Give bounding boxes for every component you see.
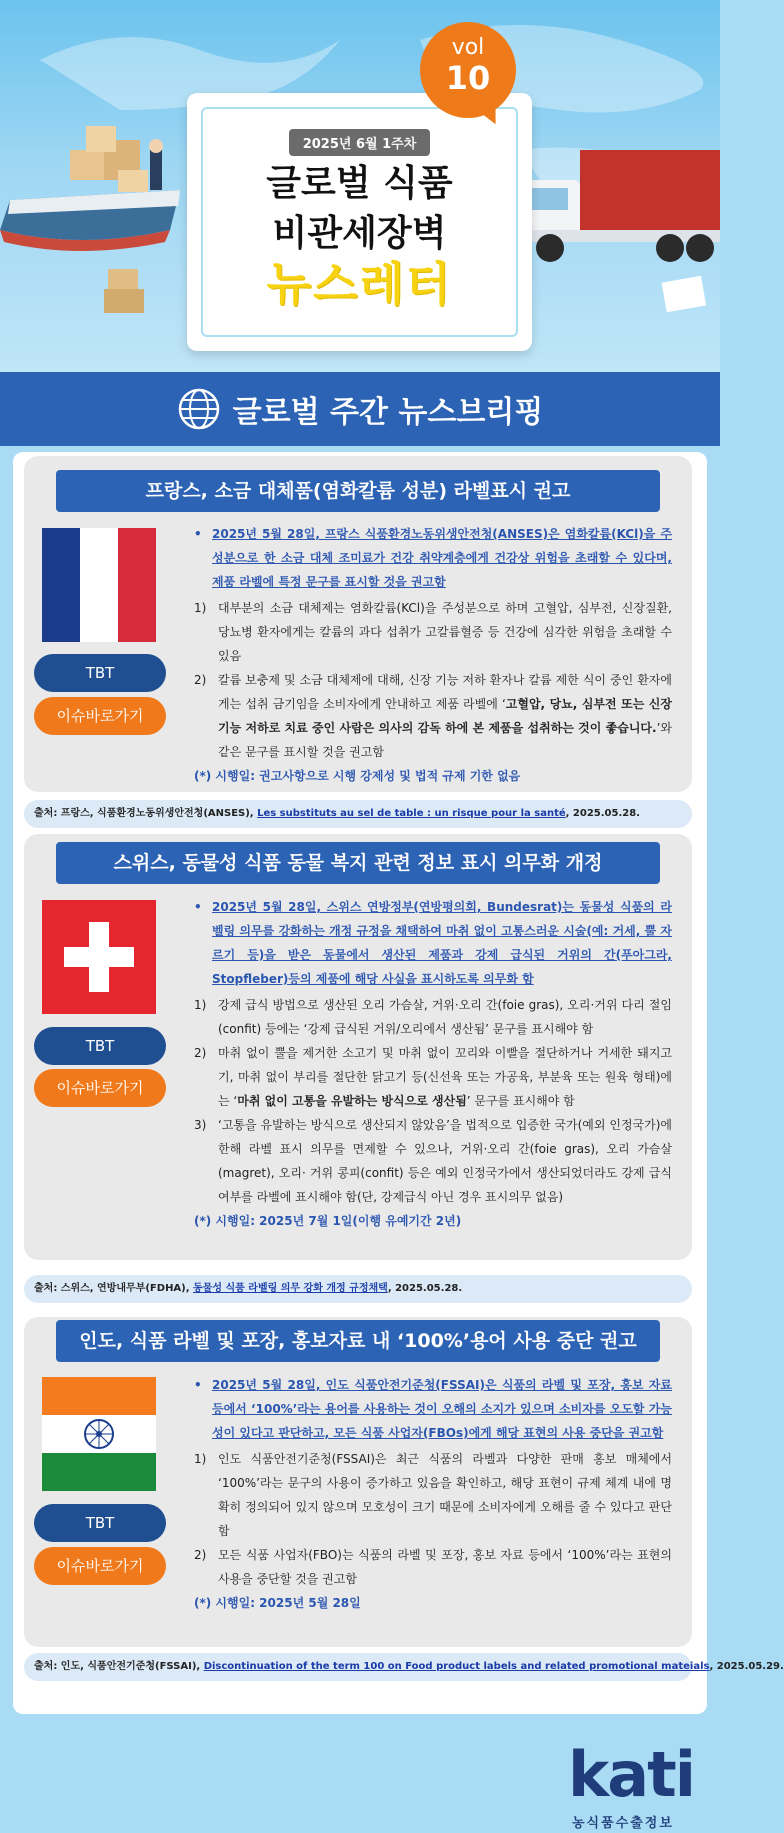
hero-banner <box>0 0 720 372</box>
title-line-2: 비관세장벽 <box>272 213 447 254</box>
list-item: 2) 마취 없이 뿔을 제거한 소고기 및 마취 없이 꼬리와 이빨을 절단하거나 거세한 돼지고기, 마취 없이 부리를 절단한 닭고기 등(신선육 또는 가공육, 부분육 또는 원육 형태)에는 ‘마취 없이 고통을 유발하는 방식으로 생산됨’ 문구를 표시해야 함 <box>194 1046 672 1108</box>
logo-subtitle: 농식품수출정보 <box>572 1816 674 1831</box>
delivery-truck-illustration <box>520 140 720 280</box>
volume-number: 10 <box>445 59 491 97</box>
article-lead[interactable]: • 2025년 5월 28일, 인도 식품안전기준청(FSSAI)은 식품의 라벨 및 포장, 홍보 자료 등에서 ‘100%’라는 용어를 사용하는 것이 오해의 소지가 있으며 소비자를 오도할 가능성이 있다고 판단하고, 모든 식품 사업자(FBOs)에게 해당 표현의 사용 중단을 권고함 <box>194 1373 672 1445</box>
article-body-france <box>194 522 672 788</box>
list-item: 1) 인도 식품안전기준청(FSSAI)은 최근 식품의 라벨과 다양한 판매 홍보 매체에서 ‘100%’라는 문구의 사용이 증가하고 있음을 확인하고, 해당 표현이 규제 체계 내에 명확히 정의되어 있지 않으며 모호성이 크기 때문에 소비자에게 오해를 줄 수 있다고 판단함 <box>194 1452 672 1538</box>
weekly-briefing-header <box>0 372 720 446</box>
go-to-issue-button[interactable]: 이슈바로가기 <box>34 1069 166 1107</box>
issue-date-badge: 2025년 6월 1주차 <box>289 129 431 156</box>
article-body-switzerland <box>194 895 672 1233</box>
article-title-france: 프랑스, 소금 대체품(염화칼륨 성분) 라벨표시 권고 <box>56 470 660 512</box>
source-link[interactable]: Les substituts au sel de table : un risque pour la santé <box>257 808 566 819</box>
globe-icon <box>177 387 221 431</box>
switzerland-flag-icon <box>42 900 156 1014</box>
article-lead[interactable]: • 2025년 5월 28일, 스위스 연방정부(연방평의회, Bundesrat)는 동물성 식품의 라벨링 의무를 강화하는 개정 규정을 채택하여 마취 없이 고통스러운 시술(예: 거세, 뿔 자르기 등)을 받은 동물에서 생산된 제품과 강제 급식된 거위의 간(푸아그라, Stopfleber)등의 제품에 해당 사실을 표시하도록 의무화 함 <box>194 895 672 991</box>
volume-label: vol <box>451 35 485 60</box>
title-line-1: 글로벌 식품 <box>266 163 453 204</box>
document-icon <box>660 275 710 315</box>
article-body-india <box>194 1373 672 1615</box>
list-item: 2) 모든 식품 사업자(FBO)는 식품의 라벨 및 포장, 홍보 자료 등에서 ‘100%’라는 표현의 사용을 중단할 것을 권고함 <box>194 1548 672 1586</box>
go-to-issue-button[interactable]: 이슈바로가기 <box>34 1547 166 1585</box>
effective-date: (*) 시행일: 2025년 5월 28일 <box>194 1596 361 1610</box>
article-title-india: 인도, 식품 라벨 및 포장, 홍보자료 내 ‘100%’용어 사용 중단 권고 <box>56 1320 660 1362</box>
cargo-ship-illustration <box>0 110 200 280</box>
source-line-france: 출처: 프랑스, 식품환경노동위생안전청(ANSES), Les substituts au sel de table : un risque pour la santé, 2025.05.28. <box>24 800 692 828</box>
france-flag-icon <box>42 528 156 642</box>
india-flag-icon <box>42 1377 156 1491</box>
volume-badge <box>420 22 516 118</box>
list-item: 1) 대부분의 소금 대체제는 염화칼륨(KCl)을 주성분으로 하며 고혈압, 심부전, 신장질환, 당뇨병 환자에게는 칼륨의 과다 섭취가 고칼륨혈증 등 건강에 심각한 위험을 초래할 수 있음 <box>194 601 672 663</box>
source-line-india: 출처: 인도, 식품안전기준청(FSSAI), Discontinuation of the term 100 on Food product labels and related promotional mateials, 2025.05.29. <box>24 1653 692 1681</box>
box-stack-icon <box>104 265 146 315</box>
tbt-tag-button[interactable]: TBT <box>34 1027 166 1065</box>
briefing-title: 글로벌 주간 뉴스브리핑 <box>232 395 544 430</box>
effective-date: (*) 시행일: 권고사항으로 시행 강제성 및 법적 규제 기한 없음 <box>194 769 521 783</box>
go-to-issue-button[interactable]: 이슈바로가기 <box>34 697 166 735</box>
source-link[interactable]: Discontinuation of the term 100 on Food product labels and related promotional mateials <box>203 1661 710 1672</box>
list-item: 2) 칼륨 보충제 및 소금 대체제에 대해, 신장 기능 저하 환자나 칼륨 제한 식이 중인 환자에게는 섭취 금기임을 소비자에게 안내하고 제품 라벨에 ‘고혈압, 당뇨, 심부전 또는 신장 기능 저하로 치료 중인 사람은 의사의 감독 하에 본 제품을 섭취하는 것이 좋습니다.’와 같은 문구를 표시할 것을 권고함 <box>194 673 672 759</box>
logo-wordmark: kati <box>568 1738 694 1811</box>
source-line-switzerland: 출처: 스위스, 연방내무부(FDHA), 동물성 식품 라벨링 의무 강화 개정 규정채택, 2025.05.28. <box>24 1275 692 1303</box>
effective-date: (*) 시행일: 2025년 7월 1일(이행 유예기간 2년) <box>194 1214 462 1228</box>
kati-logo <box>568 1738 708 1831</box>
article-title-switzerland: 스위스, 동물성 식품 동물 복지 관련 정보 표시 의무화 개정 <box>56 842 660 884</box>
tbt-tag-button[interactable]: TBT <box>34 1504 166 1542</box>
list-item: 1) 강제 급식 방법으로 생산된 오리 가슴살, 거위·오리 간(foie gras), 오리·거위 다리 절임(confit) 등에는 ‘강제 급식된 거위/오리에서 생산됨’ 문구를 표시해야 함 <box>194 998 672 1036</box>
source-link[interactable]: 동물성 식품 라벨링 의무 강화 개정 규정채택 <box>193 1283 388 1294</box>
newsletter-title-card <box>187 93 532 351</box>
article-lead[interactable]: • 2025년 5월 28일, 프랑스 식품환경노동위생안전청(ANSES)은 염화칼륨(KCl)을 주성분으로 한 소금 대체 조미료가 건강 취약계층에게 건강상 위험을 초래할 수 있다며, 제품 라벨에 특정 문구를 표시할 것을 권고함 <box>194 522 672 594</box>
title-line-3: 뉴스레터 <box>266 257 453 311</box>
tbt-tag-button[interactable]: TBT <box>34 654 166 692</box>
list-item: 3) ‘고통을 유발하는 방식으로 생산되지 않았음’을 법적으로 입증한 국가(예외 인정국가)에 한해 라벨 표시 의무를 면제할 수 있으나, 거위·오리 간(foie gras), 오리 가슴살(magret), 오리· 거위 콩피(confit) 등은 예외 인정국가에서 생산되었더라도 강제 급식 여부를 라벨에 표시해야 함(단, 강제급식 아닌 경우 표시의무 없음) <box>194 1118 672 1204</box>
